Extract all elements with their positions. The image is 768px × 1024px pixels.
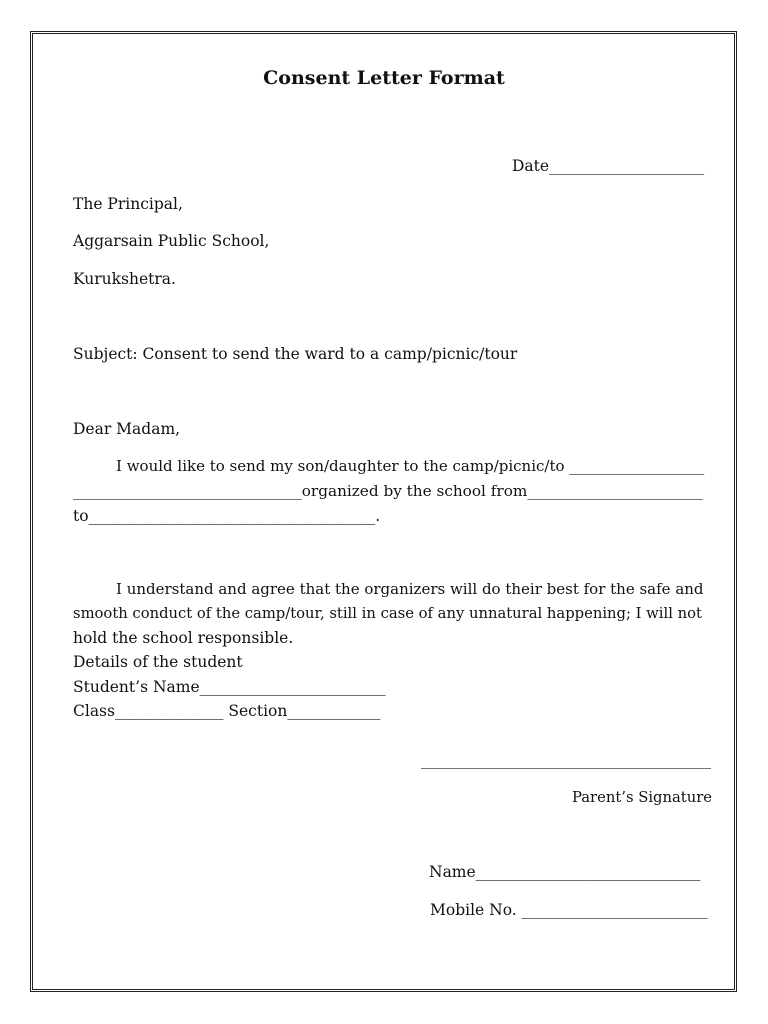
address-line-2: Aggarsain Public School, [73, 232, 270, 250]
parent-signature-label: Parent’s Signature [572, 789, 712, 806]
document-title: Consent Letter Format [263, 67, 505, 89]
signature-line: ________________________________________ [421, 753, 711, 769]
parent-name-line: Name_____________________________ [429, 863, 701, 881]
paragraph2-line1: I understand and agree that the organizers will do their best for the safe and [116, 580, 704, 598]
student-details-heading: Details of the student [73, 653, 243, 671]
mobile-number-line: Mobile No. ________________________ [430, 901, 708, 919]
subject-line: Subject: Consent to send the ward to a camp/picnic/tour [73, 345, 518, 363]
paragraph2-line2: smooth conduct of the camp/tour, still in case of any unnatural happening; I will not [73, 605, 702, 622]
paragraph1-line2: ______________________________organized by the school from_______________________ [73, 482, 703, 500]
address-line-3: Kurukshetra. [73, 270, 176, 288]
student-name-line: Student’s Name________________________ [73, 678, 386, 696]
address-line-1: The Principal, [73, 195, 183, 213]
paragraph1-line3: to_____________________________________. [73, 507, 381, 525]
salutation: Dear Madam, [73, 420, 181, 438]
date-line: Date____________________ [512, 157, 705, 175]
paragraph1-line1: I would like to send my son/daughter to the camp/picnic/to __________________ [116, 457, 705, 475]
paragraph2-line3: hold the school responsible. [73, 629, 294, 647]
class-section-line: Class______________ Section____________ [73, 702, 381, 720]
